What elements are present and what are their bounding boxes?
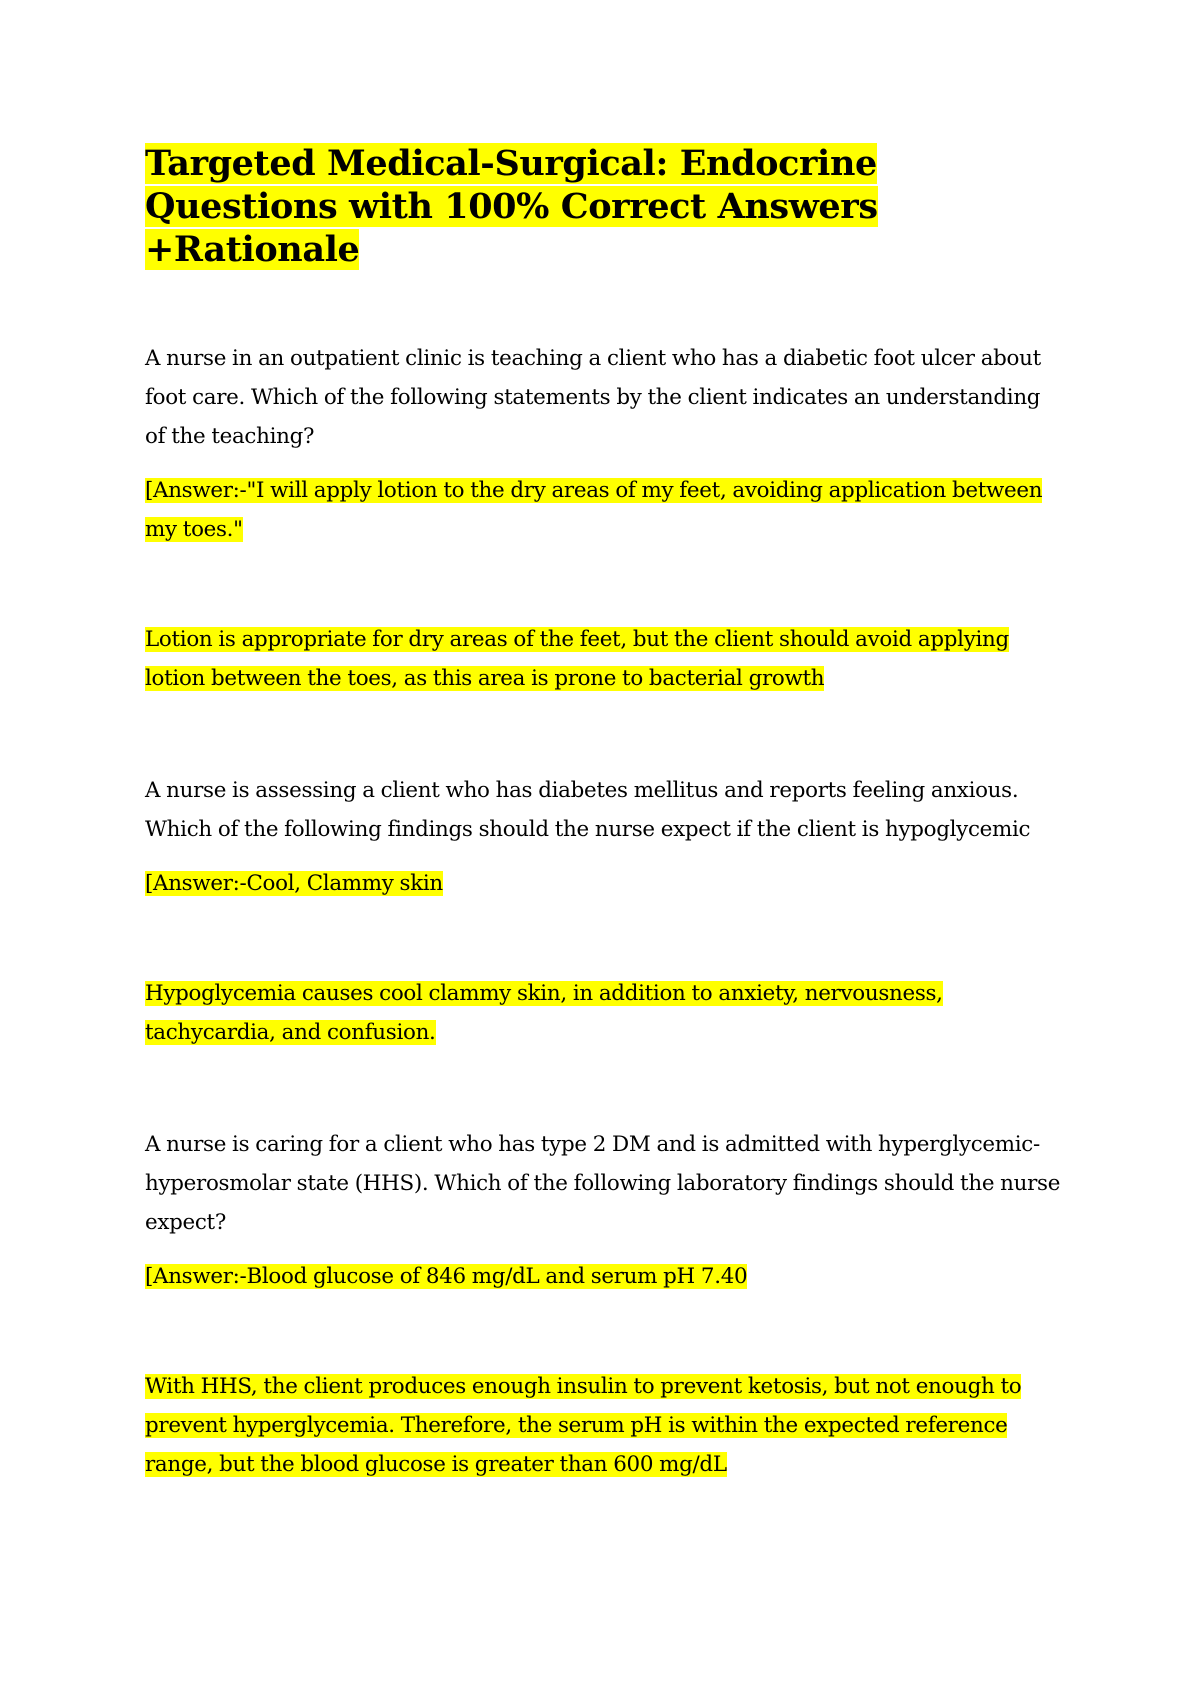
document-title-text: Targeted Medical-Surgical: Endocrine Questions with 100% Correct Answers +Rationale — [145, 143, 878, 270]
answer-3-text: [Answer:-Blood glucose of 846 mg/dL and serum pH 7.40 — [145, 1264, 748, 1289]
answer-3 — [145, 1257, 1065, 1296]
answer-1 — [145, 471, 1065, 549]
rationale-2-text: Hypoglycemia causes cool clammy skin, in addition to anxiety, nervousness, tachycardia, and confusion. — [145, 981, 943, 1045]
rationale-1-text: Lotion is appropriate for dry areas of the feet, but the client should avoid applying lotion between the toes, as this area is prone to bacterial growth — [145, 627, 1009, 691]
document-content — [145, 142, 1065, 1557]
qa-item-3 — [145, 1125, 1065, 1484]
rationale-1 — [145, 620, 1065, 698]
rationale-3 — [145, 1367, 1065, 1484]
qa-item-1 — [145, 339, 1065, 698]
question-2: A nurse is assessing a client who has diabetes mellitus and reports feeling anxious. Which of the following findings should the nurse expect if the client is hypoglycemic — [145, 778, 1031, 842]
answer-1-text: [Answer:-"I will apply lotion to the dry areas of my feet, avoiding application between my toes." — [145, 478, 1043, 542]
question-3: A nurse is caring for a client who has type 2 DM and is admitted with hyperglycemic-hyperosmolar state (HHS). Which of the following laboratory findings should the nurse expect? — [145, 1132, 1061, 1235]
rationale-3-text: With HHS, the client produces enough insulin to prevent ketosis, but not enough to prevent hyperglycemia. Therefore, the serum pH is within the expected reference range, but the blood glucose is greater than 600 mg/dL — [145, 1374, 1022, 1477]
answer-2 — [145, 864, 1065, 903]
question-1: A nurse in an outpatient clinic is teaching a client who has a diabetic foot ulcer about foot care. Which of the following statements by the client indicates an understanding of the teaching? — [145, 346, 1041, 449]
document-title — [145, 142, 1065, 271]
rationale-2 — [145, 974, 1065, 1052]
qa-item-2 — [145, 771, 1065, 1052]
answer-2-text: [Answer:-Cool, Clammy skin — [145, 871, 443, 896]
